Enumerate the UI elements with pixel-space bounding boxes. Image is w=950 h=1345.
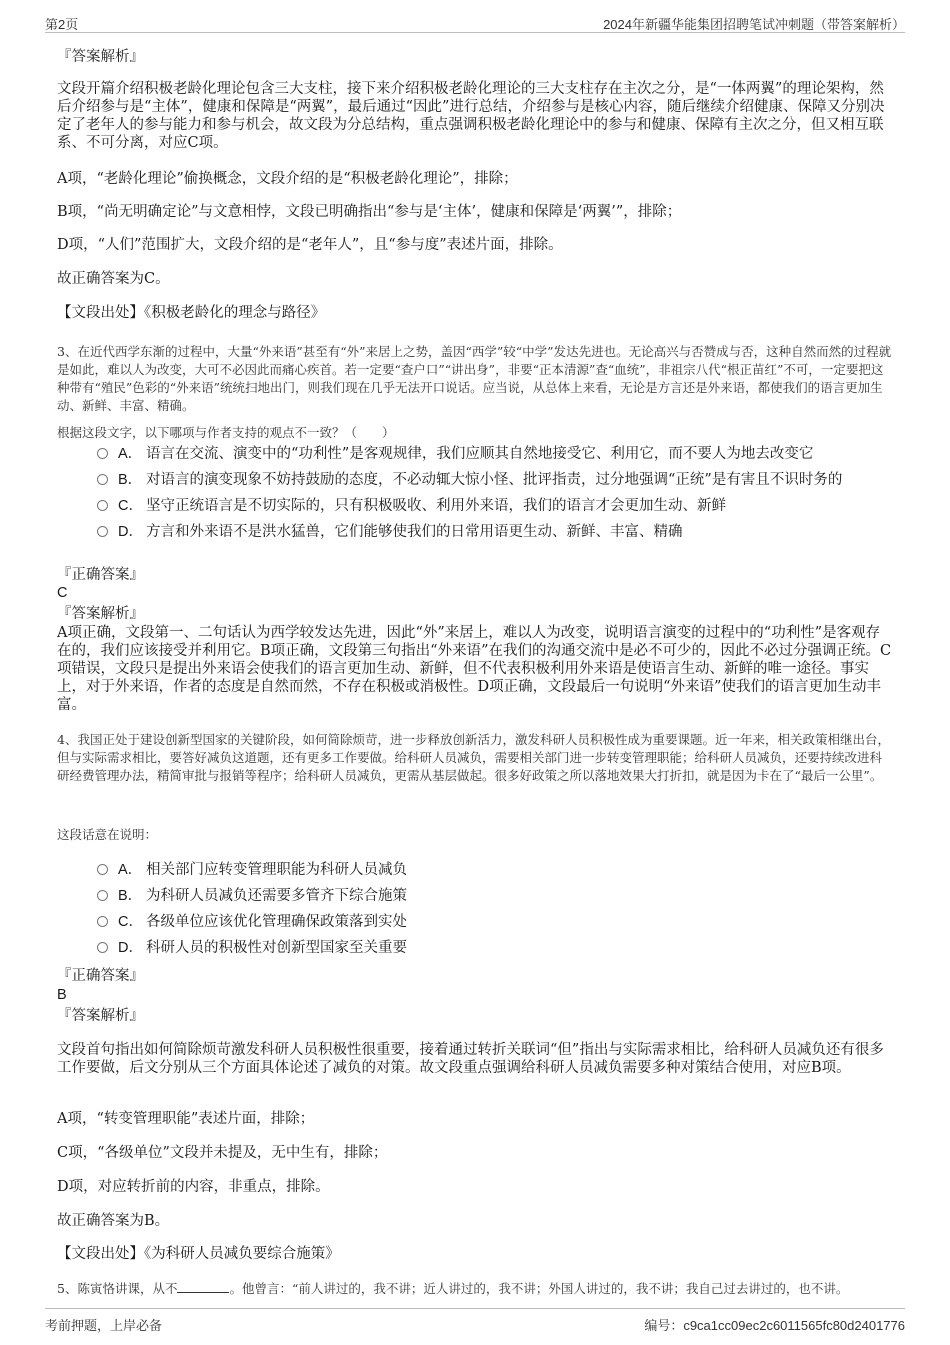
page-footer <box>45 1308 905 1333</box>
q2-option-d-analysis: D项，“人们”范围扩大，文段介绍的是“老年人”，且“参与度”表述片面，排除。 <box>57 237 563 253</box>
option-text: 对语言的演变现象不妨持鼓励的态度，不必动辄大惊小怪、批评指责，过分地强调“正统”是有害且不识时务的 <box>146 472 843 488</box>
q5-stem-end: 。他曾言：“前人讲过的，我不讲；近人讲过的，我不讲；外国人讲过的，我不讲；我自己过去讲过的，也不讲。 <box>229 1281 849 1296</box>
q3-question: 根据这段文字，以下哪项与作者支持的观点不一致？（ ） <box>57 425 395 440</box>
q4-option-c-analysis: C项，“各级单位”文段并未提及，无中生有，排除； <box>57 1145 388 1161</box>
q4-answer-label: 『正确答案』 <box>57 968 144 984</box>
q4-option-a[interactable] <box>97 860 897 880</box>
q4-stem: 4、我国正处于建设创新型国家的关键阶段，如何简除烦苛，进一步释放创新活力，激发科研人员积极性成为重要课题。近一年来，相关政策相继出台，但与实际需求相比，要答好减负这道题，还有更多工作要做。给科研人员减负，需要相关部门进一步转变管理职能；给科研人员减负，还要持续改进科研经费管理办法，精简审批与报销等程序；给科研人员减负，更需从基层做起。很多好政策之所以落地效果大打折扣，就是因为卡在了“最后一公里”。 <box>57 732 890 783</box>
q4-analysis-label: 『答案解析』 <box>57 1008 144 1024</box>
q4-answer: B <box>57 987 67 1003</box>
q3-answer-label: 『正确答案』 <box>57 567 144 583</box>
radio-icon[interactable] <box>97 526 108 537</box>
radio-icon[interactable] <box>97 474 108 485</box>
option-text: 科研人员的积极性对创新型国家至关重要 <box>146 940 407 956</box>
option-letter: C． <box>118 498 143 514</box>
option-text: 为科研人员减负还需要多管齐下综合施策 <box>146 888 407 904</box>
q3-option-c[interactable] <box>97 496 897 516</box>
q2-option-a-analysis: A项，“老龄化理论”偷换概念，文段介绍的是“积极老龄化理论”，排除； <box>57 171 518 187</box>
q4-question: 这段话意在说明： <box>57 827 158 842</box>
q3-option-d[interactable] <box>97 522 897 542</box>
option-text: 各级单位应该优化管理确保政策落到实处 <box>146 914 407 930</box>
q4-option-b[interactable] <box>97 886 897 906</box>
radio-icon[interactable] <box>97 448 108 459</box>
option-text: 语言在交流、演变中的“功利性”是客观规律，我们应顺其自然地接受它、利用它，而不要人为地去改变它 <box>146 446 814 462</box>
q3-analysis-label: 『答案解析』 <box>57 606 144 622</box>
radio-icon[interactable] <box>97 890 108 901</box>
option-letter: D． <box>118 524 143 540</box>
q2-source: 【文段出处】《积极老龄化的理念与路径》 <box>57 305 326 321</box>
radio-icon[interactable] <box>97 864 108 875</box>
radio-icon[interactable] <box>97 916 108 927</box>
q2-analysis-label: 『答案解析』 <box>57 49 144 65</box>
q3-stem: 3、在近代西学东渐的过程中，大量“外来语”甚至有“外”来居上之势，盖因“西学”较“中学”发达先进也。无论高兴与否赞成与否，这种自然而然的过程就是如此，难以人为改变，大可不必因此而痛心疾首。若一定要“查户口”“讲出身”，非要“正本清源”查“血统”，非祖宗八代“根正苗红”不可，一定要把这种带有“殖民”色彩的“外来语”统统扫地出门，则我们现在几乎无法开口说话。应当说，从总体上来看，无论是方言还是外来语，都使我们的语言更加生动、新鲜、丰富、精确。 <box>57 344 892 413</box>
answer-blank <box>177 1280 229 1293</box>
q4-source: 【文段出处】《为科研人员减负要综合施策》 <box>57 1246 340 1262</box>
footer-slogan: 考前押题，上岸必备 <box>45 1318 163 1333</box>
option-letter: B． <box>118 888 143 904</box>
option-text: 相关部门应转变管理职能为科研人员减负 <box>146 862 407 878</box>
q2-analysis: 文段开篇介绍积极老龄化理论包含三大支柱，接下来介绍积极老龄化理论的三大支柱存在主次之分，是“一体两翼”的理论架构，然后介绍参与是“主体”，健康和保障是“两翼”，最后通过“因此”进行总结，介绍参与是核心内容，随后继续介绍健康、保障又分别决定了老年人的参与能力和参与机会，故文段为分总结构，重点强调积极老龄化理论中的参与和健康、保障有主次之分，但又相互联系、不可分离，对应C项。 <box>57 81 885 151</box>
option-letter: B． <box>118 472 143 488</box>
q3-option-b[interactable] <box>97 470 897 490</box>
option-letter: A． <box>118 446 143 462</box>
page-number: 第2页 <box>45 17 79 32</box>
q2-option-b-analysis: B项，“尚无明确定论”与文意相悖，文段已明确指出“参与是‘主体’，健康和保障是‘两翼’”，排除； <box>57 204 682 220</box>
q4-option-d[interactable] <box>97 938 897 958</box>
q4-option-d-analysis: D项，对应转折前的内容，非重点，排除。 <box>57 1179 330 1195</box>
q4-option-a-analysis: A项，“转变管理职能”表述片面，排除； <box>57 1111 315 1127</box>
q3-answer: C <box>57 585 68 601</box>
q3-option-a[interactable] <box>97 444 897 464</box>
option-letter: D． <box>118 940 143 956</box>
option-letter: A． <box>118 862 143 878</box>
q5-stem-start: 5、陈寅恪讲课，从不 <box>57 1281 178 1296</box>
option-text: 坚守正统语言是不切实际的，只有积极吸收、利用外来语，我们的语言才会更加生动、新鲜 <box>146 498 726 514</box>
q3-analysis: A项正确，文段第一、二句话认为西学较发达先进，因此“外”来居上，难以人为改变，说明语言演变的过程中的“功利性”是客观存在的，我们应该接受并利用它。B项正确，文段第三句指出“外来语”在我们的沟通交流中是必不可少的，因此不必过分强调正统。C项错误，文段只是提出外来语会使我们的语言更加生动、新鲜，但不代表积极利用外来语是使语言生动、新鲜的唯一途径。事实上，对于外来语，作者的态度是自然而然，不存在积极或消极性。D项正确，文段最后一句说明“外来语”使我们的语言更加生动丰富。 <box>57 625 892 713</box>
page-header <box>45 10 905 33</box>
document-title: 2024年新疆华能集团招聘笔试冲刺题（带答案解析） <box>603 17 905 32</box>
q4-option-c[interactable] <box>97 912 897 932</box>
document-id: 编号：c9ca1cc09ec2c6011565fc80d2401776 <box>644 1318 905 1333</box>
q4-analysis: 文段首句指出如何简除烦苛激发科研人员积极性很重要，接着通过转折关联词“但”指出与实际需求相比，给科研人员减负还有很多工作要做，后文分别从三个方面具体论述了减负的对策。故文段重点强调给科研人员减负需要多种对策结合使用，对应B项。 <box>57 1042 884 1076</box>
q4-answer-text: 故正确答案为B。 <box>57 1213 170 1229</box>
q5-stem <box>57 1280 893 1298</box>
option-text: 方言和外来语不是洪水猛兽，它们能够使我们的日常用语更生动、新鲜、丰富、精确 <box>146 524 683 540</box>
radio-icon[interactable] <box>97 500 108 511</box>
q2-answer: 故正确答案为C。 <box>57 271 170 287</box>
option-letter: C． <box>118 914 143 930</box>
radio-icon[interactable] <box>97 942 108 953</box>
